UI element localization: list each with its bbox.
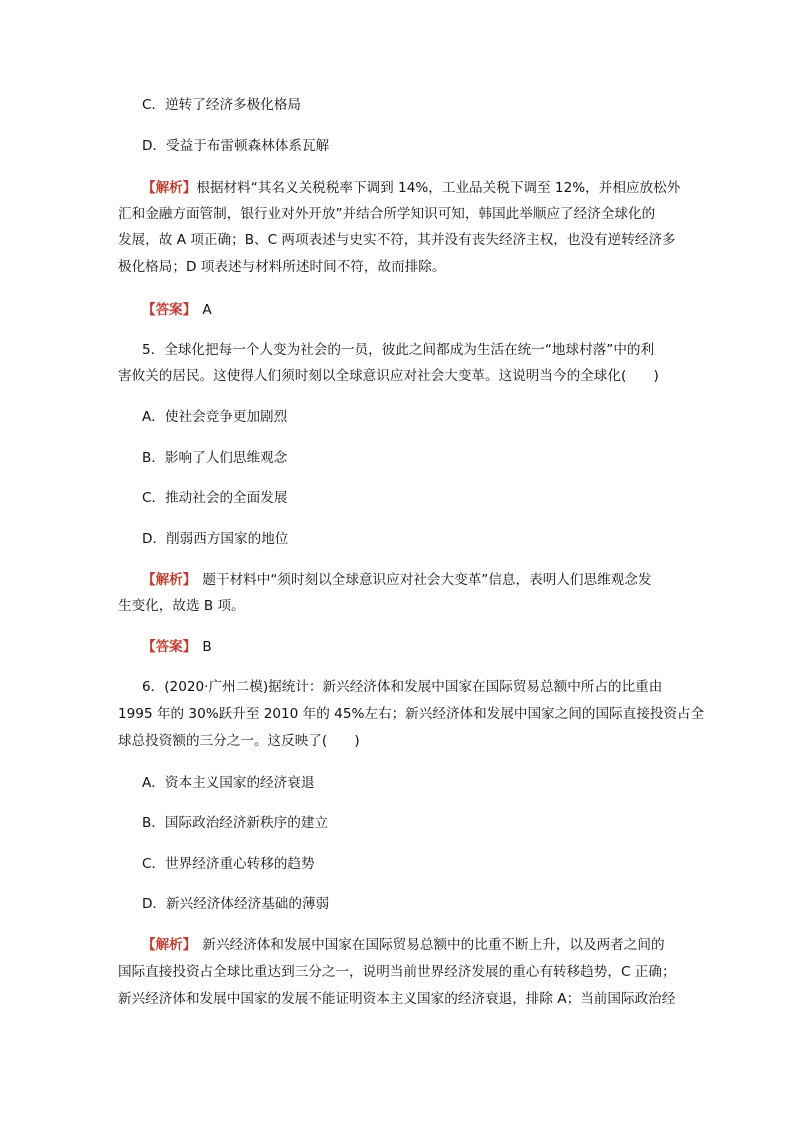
q6-stem-line-3: 球总投资额的三分之一。这反映了( ) <box>118 733 360 749</box>
q5-analysis-tag: 【解析】 <box>142 572 197 588</box>
q6-stem-line-2: 1995 年的 30%跃升至 2010 年的 45%左右；新兴经济体和发展中国家之间的国际直接投资占全 <box>118 706 705 722</box>
q4-analysis-line-1 <box>142 178 712 198</box>
q5-option-a: A．使社会竞争更加剧烈 <box>142 409 288 425</box>
q5-answer <box>142 637 712 657</box>
q5-stem-line-2: 害攸关的居民。这使得人们须时刻以全球意识应对社会大变革。这说明当今的全球化( ) <box>118 368 659 384</box>
q4-analysis-text-1: 根据材料“其名义关税税率下调到 14%，工业品关税下调至 12%，并相应放松外 <box>196 180 681 196</box>
q4-option-d: D．受益于布雷顿森林体系瓦解 <box>142 138 330 154</box>
q6-analysis-tag: 【解析】 <box>142 937 197 953</box>
q6-analysis-line-1 <box>142 935 712 955</box>
q5-answer-tag: 【答案】 <box>142 639 197 655</box>
q4-analysis-line-4: 极化格局；D 项表述与材料所述时间不符，故而排除。 <box>118 259 446 275</box>
q5-option-c: C．推动社会的全面发展 <box>142 490 288 506</box>
q6-option-c: C．世界经济重心转移的趋势 <box>142 856 315 872</box>
q4-answer-tag: 【答案】 <box>142 302 197 318</box>
q5-option-d: D．削弱西方国家的地位 <box>142 531 289 547</box>
q6-analysis-line-2: 国际直接投资占全球比重达到三分之一，说明当前世界经济发展的重心有转移趋势，C 正确； <box>118 964 676 980</box>
q4-option-c: C．逆转了经济多极化格局 <box>142 97 302 113</box>
q5-stem-line-1: 5．全球化把每一个人变为社会的一员，彼此之间都成为生活在统一“地球村落”中的利 <box>142 342 655 358</box>
q6-option-a: A．资本主义国家的经济衰退 <box>142 775 315 791</box>
q5-option-b: B．影响了人们思维观念 <box>142 450 288 466</box>
q6-option-d: D．新兴经济体经济基础的薄弱 <box>142 896 330 912</box>
q5-analysis-line-2: 生变化，故选 B 项。 <box>118 598 245 614</box>
q5-answer-value: B <box>202 639 212 655</box>
q5-analysis-text-1: 题干材料中“须时刻以全球意识应对社会大变革”信息，表明人们思维观念发 <box>202 572 652 588</box>
q6-option-b: B．国际政治经济新秩序的建立 <box>142 815 329 831</box>
q4-analysis-tag: 【解析】 <box>142 180 197 196</box>
q4-answer-value: A <box>202 302 212 318</box>
q4-analysis-line-3: 发展，故 A 项正确；B、C 两项表述与史实不符，其并没有丧失经济主权，也没有逆转经济多 <box>118 232 676 248</box>
q4-answer <box>142 300 712 320</box>
q6-analysis-line-3: 新兴经济体和发展中国家的发展不能证明资本主义国家的经济衰退，排除 A；当前国际政治经 <box>118 991 676 1007</box>
q5-analysis-line-1 <box>142 570 712 590</box>
q6-analysis-text-1: 新兴经济体和发展中国家在国际贸易总额中的比重不断上升，以及两者之间的 <box>202 937 665 953</box>
q6-stem-line-1: 6．(2020·广州二模)据统计：新兴经济体和发展中国家在国际贸易总额中所占的比重由 <box>142 679 663 695</box>
q4-analysis-line-2: 汇和金融方面管制，银行业对外开放”并结合所学知识可知，韩国此举顺应了经济全球化的 <box>118 206 656 222</box>
